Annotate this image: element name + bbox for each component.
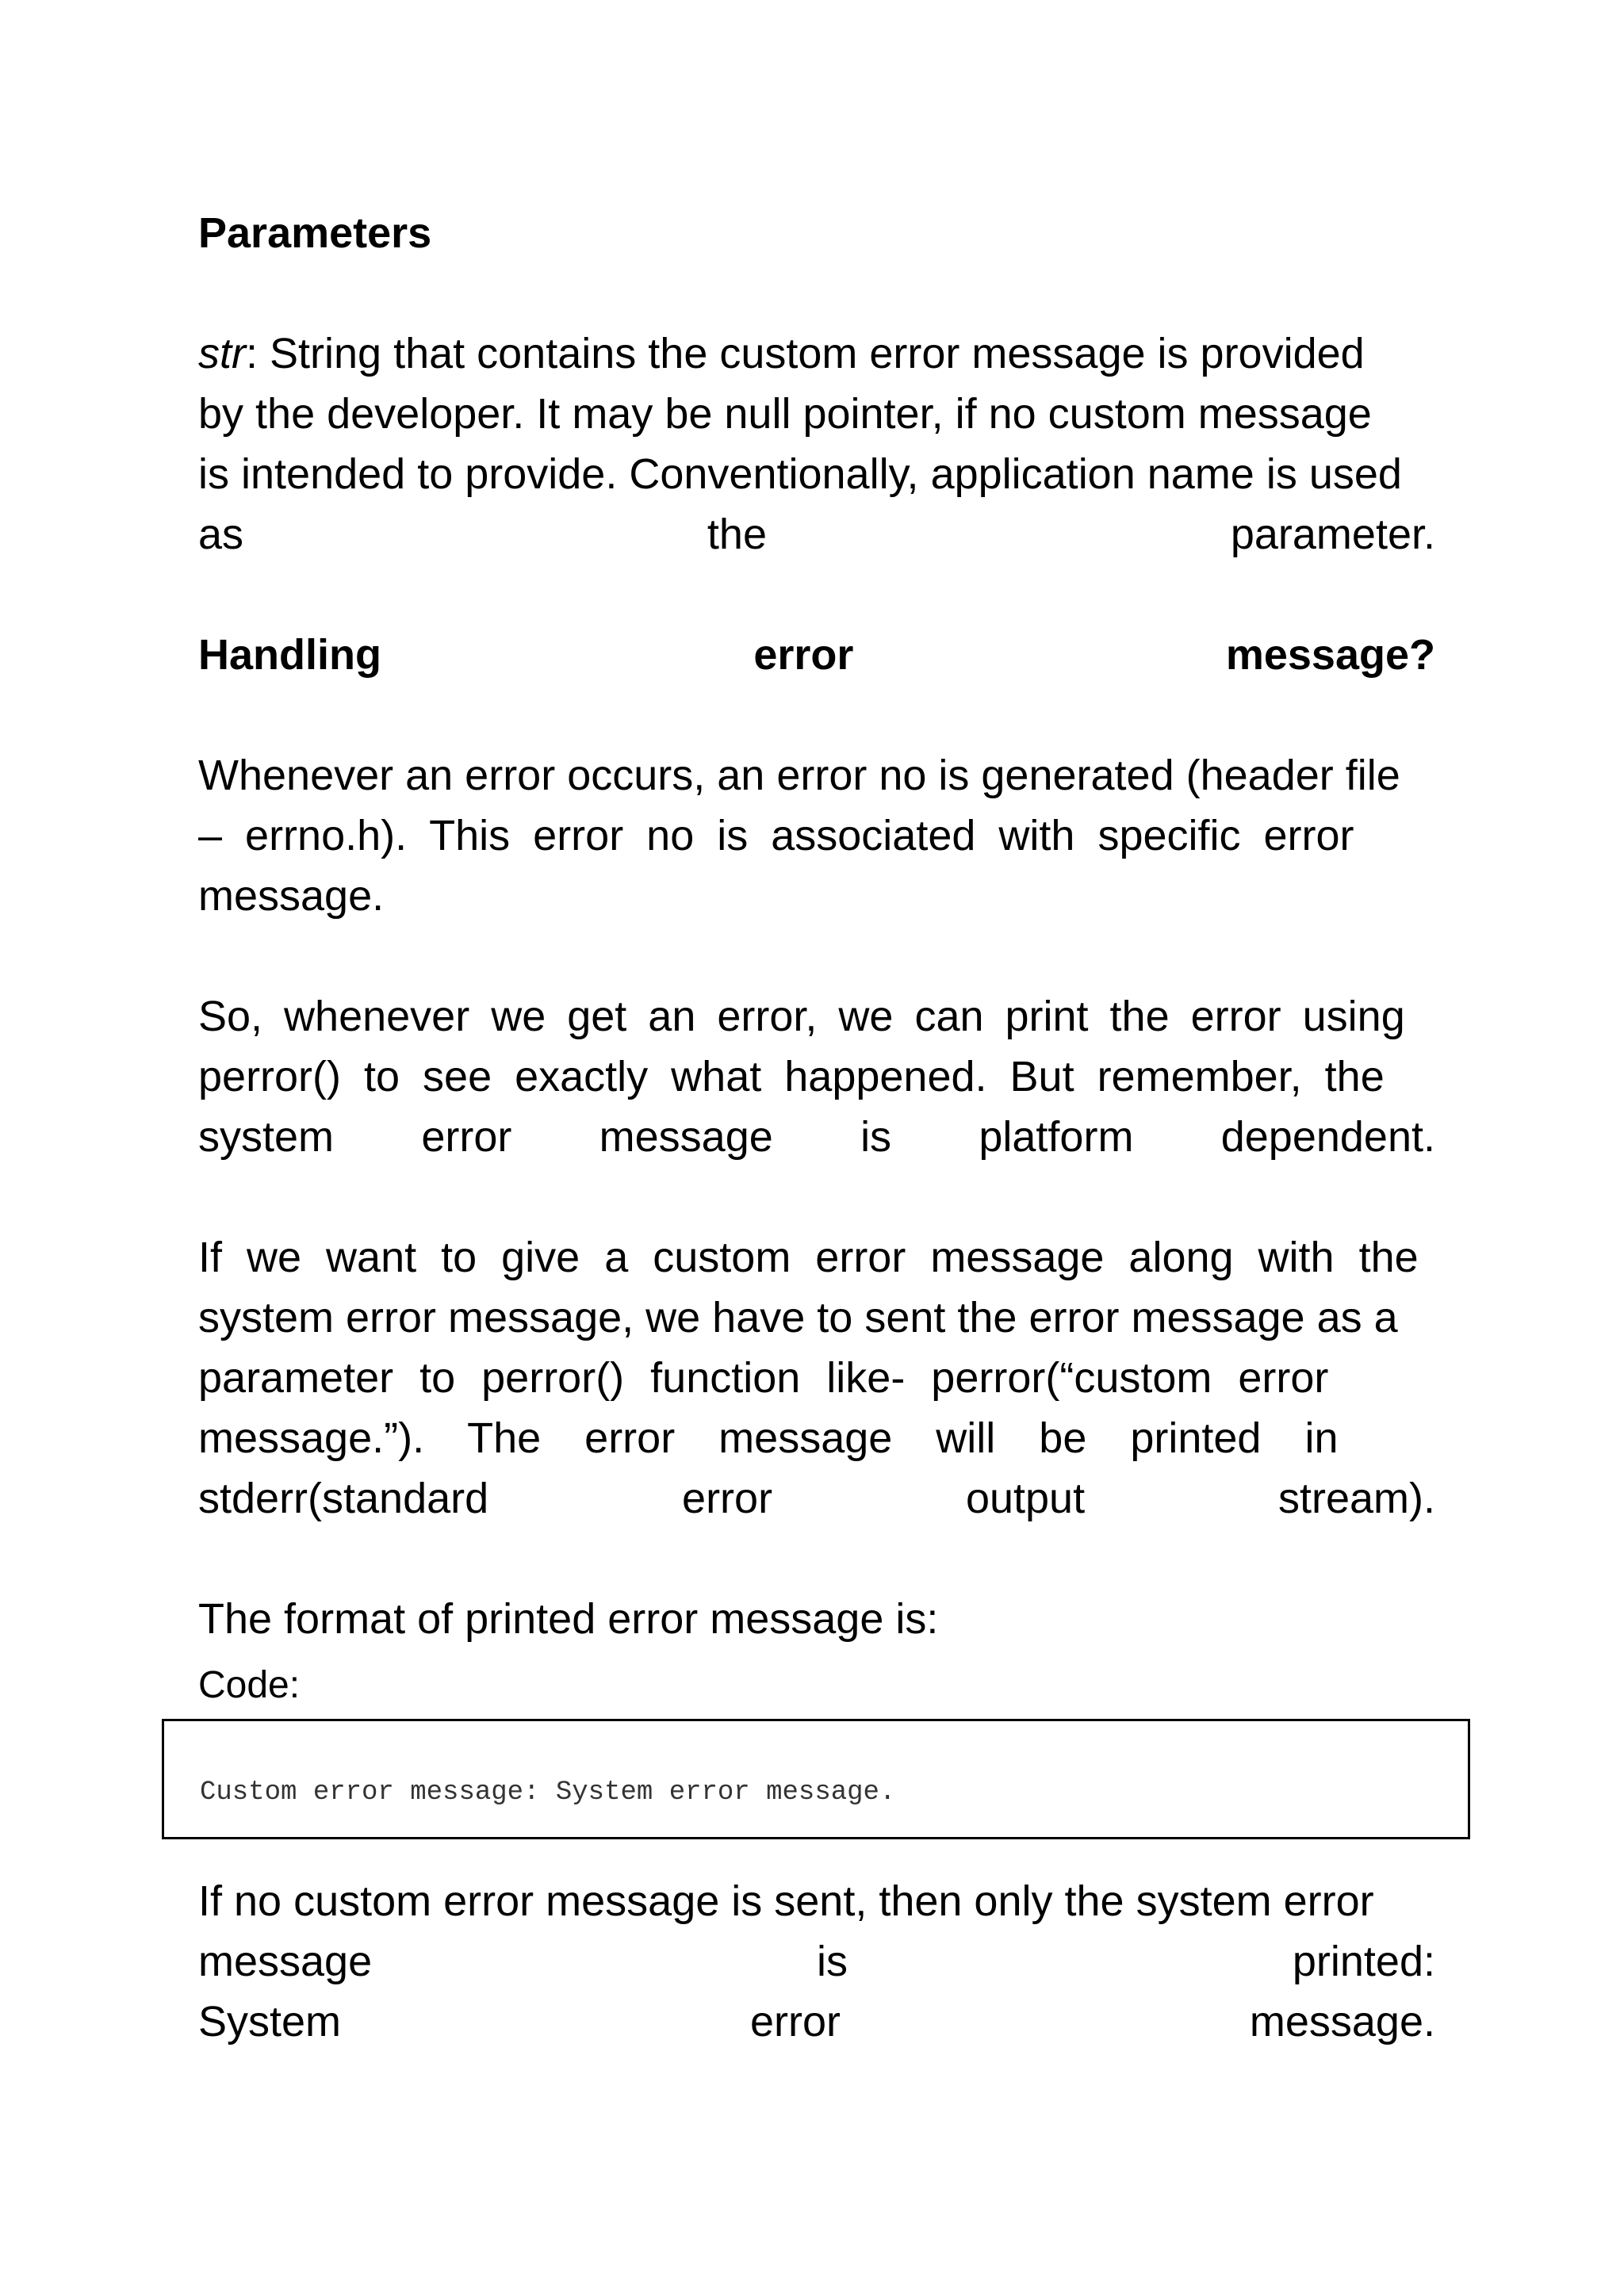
heading-word-handling: Handling (198, 631, 381, 679)
param-line-1-rest: : String that contains the custom error message is provided (246, 330, 1365, 377)
perror-word-4: is (860, 1113, 892, 1161)
nocustom-word-message: message (198, 1938, 373, 1985)
param-term: str (198, 330, 246, 377)
nocustom-line-1: If no custom error message is sent, then only the system error (198, 1877, 1374, 1925)
param-word-parameter: parameter. (1230, 511, 1435, 558)
custom-line-3: parameter to perror() function like- perror(“custom error (198, 1354, 1329, 1402)
nocustom-line-3 (198, 1992, 1435, 2052)
nocustom-line-2 (198, 1931, 1435, 1992)
heading-word-error: error (753, 631, 854, 679)
param-line-4 (198, 504, 1435, 564)
perror-word-5: platform (979, 1113, 1134, 1161)
errno-line-3: message. (198, 872, 385, 920)
param-line-2: by the developer. It may be null pointer, if no custom message (198, 390, 1372, 438)
nocustom-word-is: is (817, 1938, 848, 1985)
perror-word-6: dependent. (1220, 1113, 1435, 1161)
perror-word-1: system (198, 1113, 335, 1161)
param-line-1 (198, 323, 1435, 384)
errno-line-1: Whenever an error occurs, an error no is generated (header file (198, 752, 1400, 799)
code-label: Code: (198, 1664, 301, 1706)
custom-line-1: If we want to give a custom error message along with the (198, 1234, 1419, 1281)
param-word-the: the (707, 511, 767, 558)
nocustom-word-system: System (198, 1998, 342, 2045)
custom-word-3: output (965, 1475, 1086, 1522)
perror-word-3: message (599, 1113, 773, 1161)
perror-line-2: perror() to see exactly what happened. But remember, the (198, 1053, 1385, 1100)
heading-word-message: message? (1225, 631, 1435, 679)
custom-line-4: message.”). The error message will be printed in (198, 1414, 1339, 1462)
heading-parameters: Parameters (198, 209, 432, 257)
nocustom-word-message2: message. (1249, 1998, 1435, 2045)
nocustom-word-error: error (749, 1998, 841, 2045)
code-text: Custom error message: System error message. (200, 1777, 896, 1808)
nocustom-word-printed: printed: (1292, 1938, 1435, 1985)
custom-line-2: system error message, we have to sent the error message as a (198, 1294, 1398, 1341)
param-word-as: as (198, 511, 244, 558)
heading-handling (198, 625, 1435, 685)
custom-line-5 (198, 1468, 1435, 1529)
errno-line-2: – errno.h). This error no is associated with specific error (198, 812, 1354, 859)
custom-word-4: stream). (1277, 1475, 1435, 1522)
perror-line-1: So, whenever we get an error, we can print the error using (198, 993, 1405, 1040)
code-block (162, 1719, 1470, 1839)
format-intro: The format of printed error message is: (198, 1595, 939, 1643)
perror-word-2: error (421, 1113, 512, 1161)
perror-line-3 (198, 1107, 1435, 1167)
custom-word-2: error (682, 1475, 773, 1522)
param-line-3: is intended to provide. Conventionally, application name is used (198, 450, 1402, 498)
custom-word-1: stderr(standard (198, 1475, 489, 1522)
